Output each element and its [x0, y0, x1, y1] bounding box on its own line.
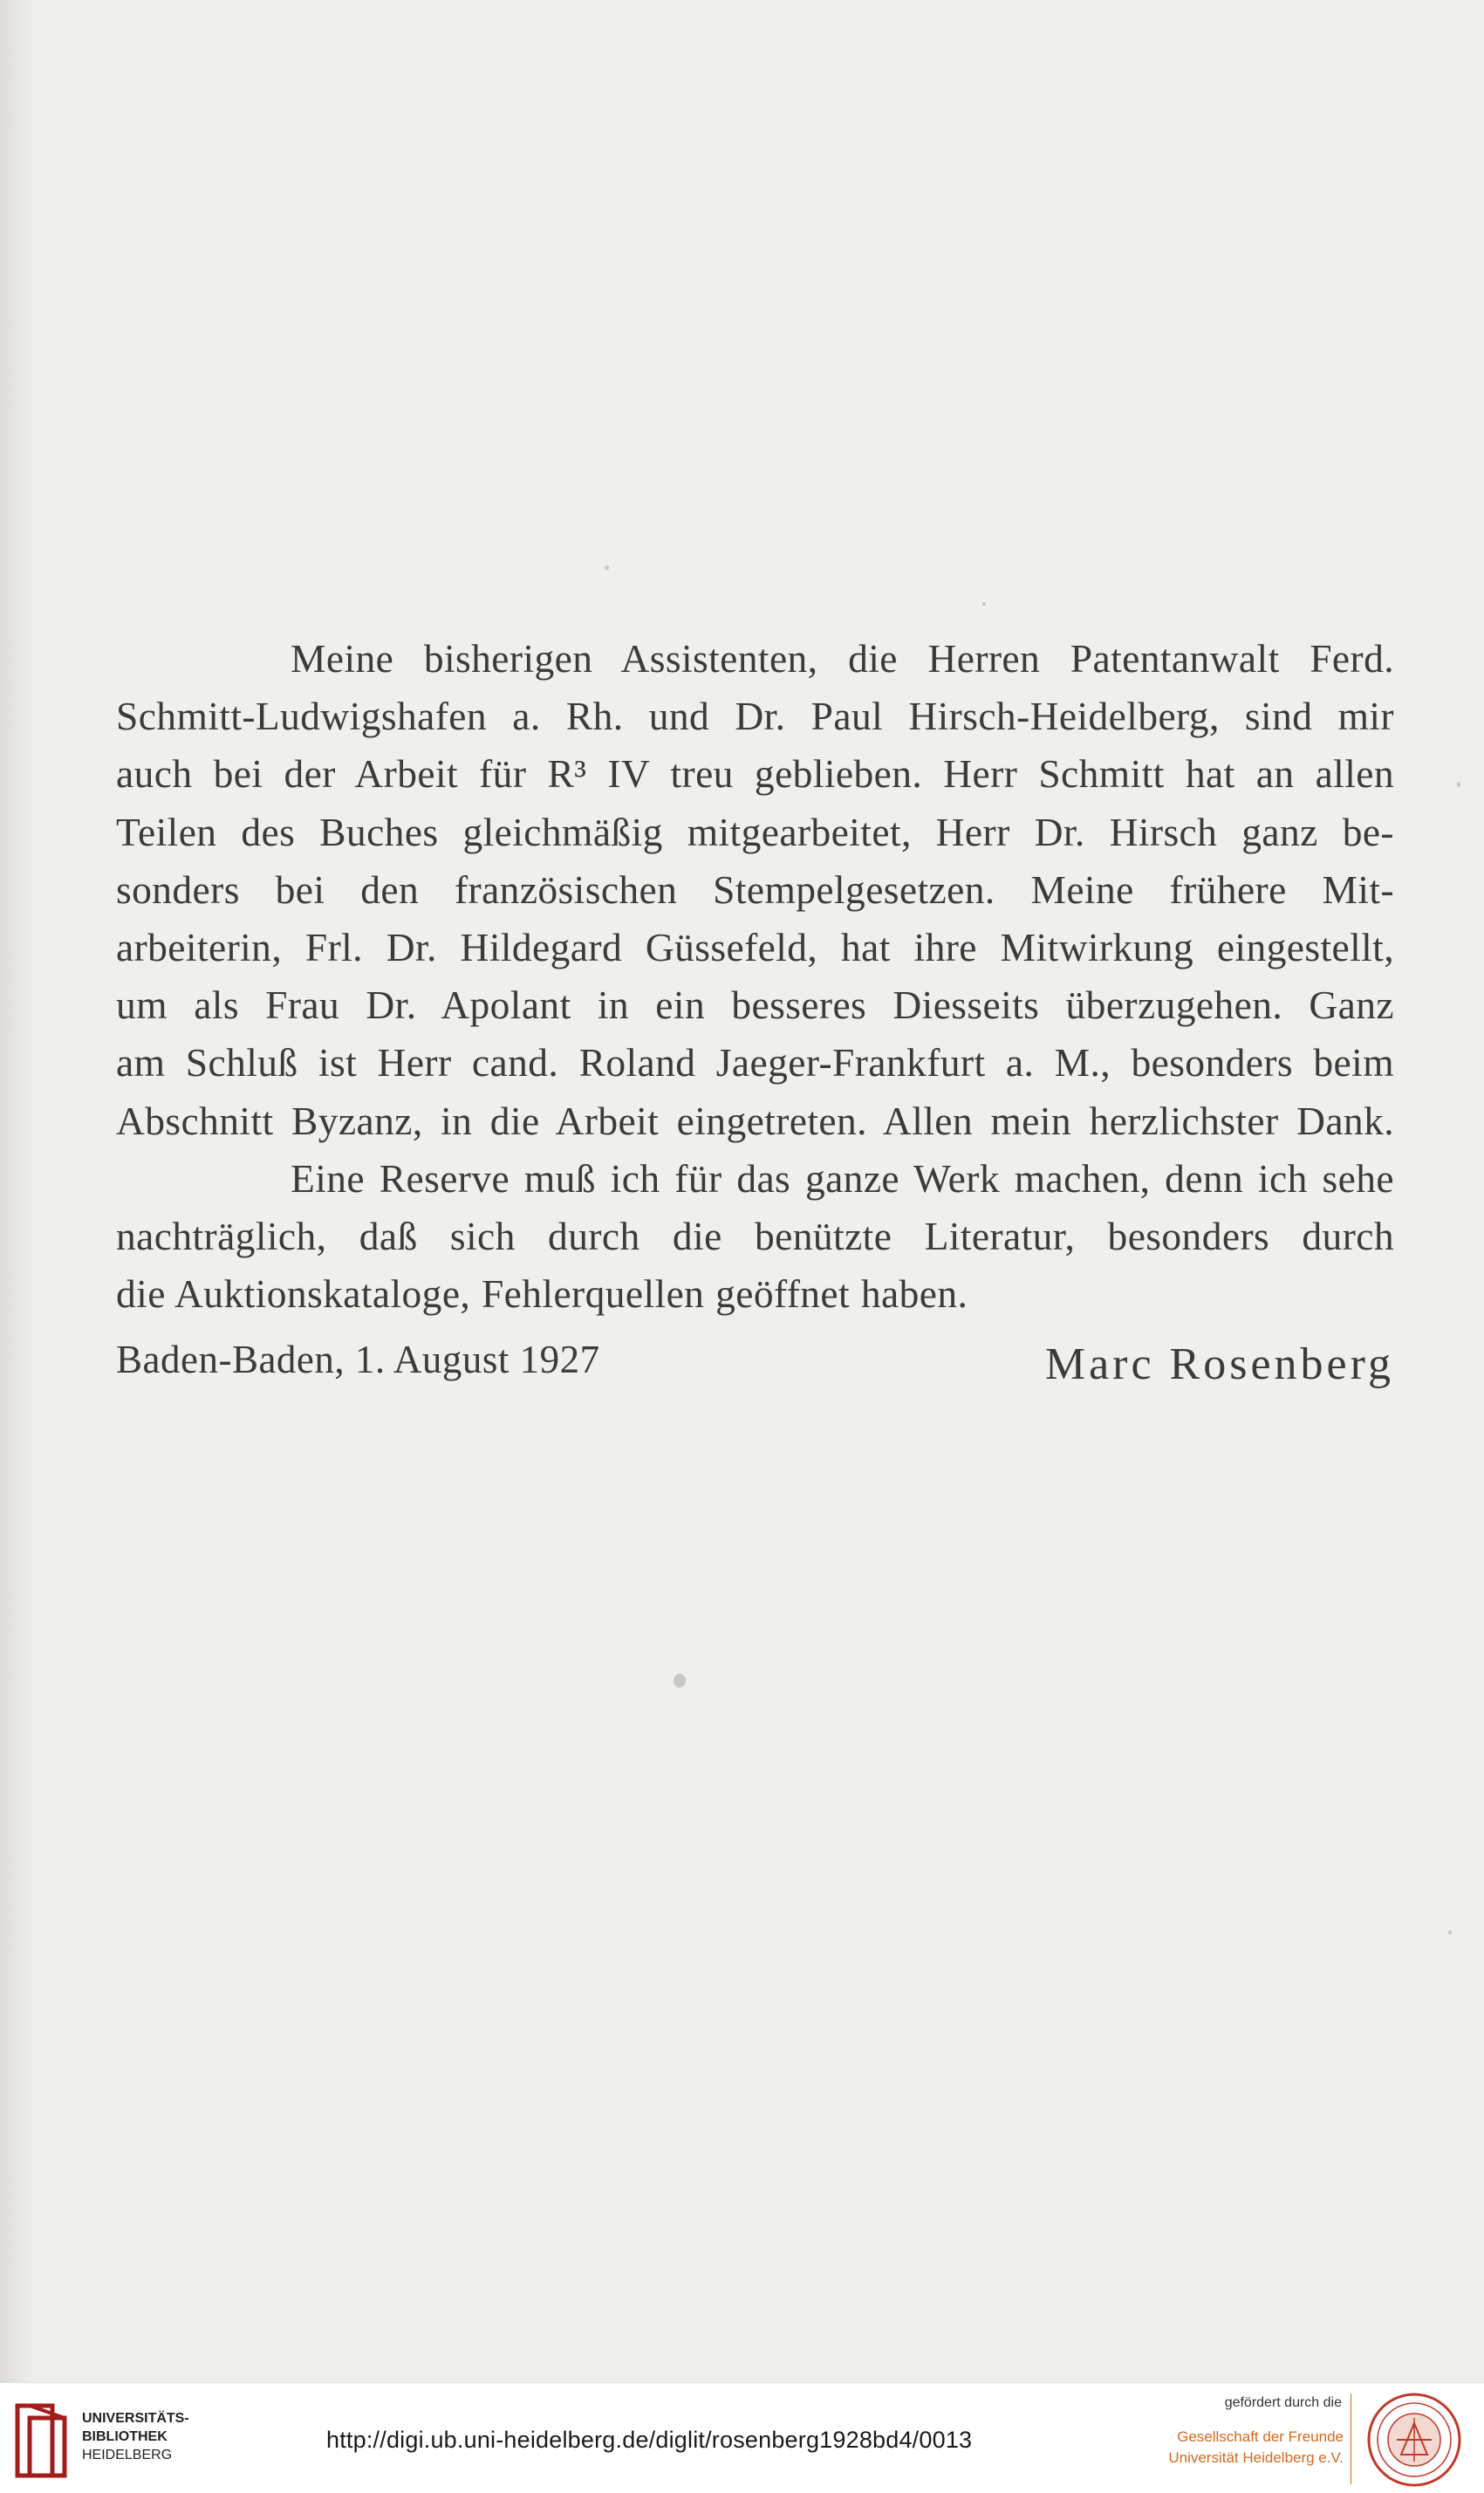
- text-line: um als Frau Dr. Apolant in ein besseres Diesseits überzugehen. Ganz: [116, 983, 1394, 1028]
- paper-speck: [1448, 1930, 1452, 1935]
- text-line: Teilen des Buches gleichmäßig mitgearbeitet, Herr Dr. Hirsch ganz be-: [116, 809, 1394, 854]
- text-line: Abschnitt Byzanz, in die Arbeit eingetreten. Allen mein herzlichster Dank.: [116, 1098, 1394, 1143]
- text-line: die Auktionskataloge, Fehlerquellen geöffnet haben.: [116, 1271, 968, 1317]
- library-name: [82, 2409, 189, 2464]
- paragraph-1: [116, 630, 1394, 1150]
- paragraph-2: [116, 1150, 1394, 1324]
- university-library-logo-icon: [14, 2402, 70, 2479]
- footer-bar: [0, 2382, 1484, 2493]
- society-name: [1134, 2427, 1344, 2469]
- text-line: Eine Reserve muß ich für das ganze Werk machen, denn ich sehe: [291, 1155, 1394, 1201]
- place-date: Baden-Baden, 1. August 1927: [116, 1338, 600, 1381]
- text-line: am Schluß ist Herr cand. Roland Jaeger-Frankfurt a. M., besonders beim: [116, 1040, 1394, 1086]
- society-line: Gesellschaft der Freunde: [1177, 2428, 1344, 2445]
- text-line: Meine bisherigen Assistenten, die Herren Patentanwalt Ferd.: [291, 636, 1394, 681]
- page-spine-shadow: [0, 0, 35, 2382]
- text-line: arbeiterin, Frl. Dr. Hildegard Güssefeld, hat ihre Mitwirkung eingestellt,: [116, 925, 1394, 970]
- library-line: BIBLIOTHEK: [82, 2429, 168, 2444]
- university-seal-icon: [1366, 2392, 1462, 2488]
- text-line: sonders bei den französischen Stempelgesetzen. Meine frühere Mit-: [116, 866, 1394, 912]
- preface-text: [116, 630, 1394, 1323]
- text-line: Schmitt-Ludwigshafen a. Rh. und Dr. Paul Hirsch-Heidelberg, sind mir: [116, 694, 1394, 739]
- paper-speck: [982, 602, 986, 606]
- paper-speck: [674, 1674, 686, 1688]
- society-line: Universität Heidelberg e.V.: [1168, 2449, 1344, 2466]
- permalink-url[interactable]: http://digi.ub.uni-heidelberg.de/diglit/rosenberg1928bd4/0013: [326, 2427, 973, 2453]
- funded-by-label: gefördert durch die: [1224, 2395, 1342, 2410]
- library-line: UNIVERSITÄTS-: [82, 2411, 189, 2426]
- text-line: nachträglich, daß sich durch die benützte Literatur, besonders durch: [116, 1214, 1394, 1259]
- author-signature: Marc Rosenberg: [1044, 1339, 1394, 1389]
- signoff: [116, 1337, 1394, 1398]
- paper-speck: [1457, 782, 1460, 787]
- library-line: HEIDELBERG: [82, 2448, 173, 2462]
- text-line: auch bei der Arbeit für R³ IV treu geblieben. Herr Schmitt hat an allen: [116, 751, 1394, 797]
- paper-speck: [605, 565, 609, 570]
